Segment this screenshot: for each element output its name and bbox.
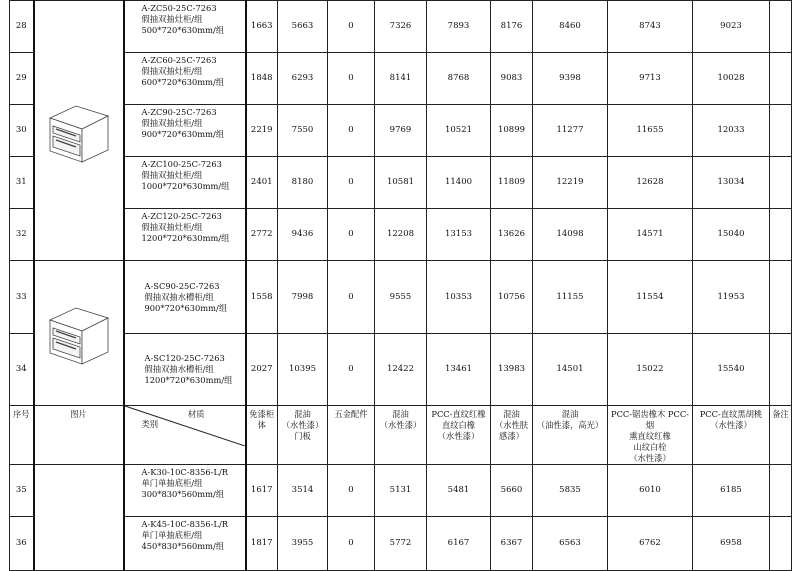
price-cell: 3955 <box>278 517 328 571</box>
price-cell: 7326 <box>375 1 427 53</box>
price-cell: 10395 <box>278 334 328 406</box>
price-cell: 8141 <box>375 53 427 105</box>
price-cell: 1817 <box>246 517 278 571</box>
note-cell <box>770 53 792 105</box>
table-row <box>10 209 792 261</box>
note-cell <box>770 1 792 53</box>
price-cell: 10581 <box>375 157 427 209</box>
price-cell: 9769 <box>375 105 427 157</box>
price-cell: 5772 <box>375 517 427 571</box>
price-cell: 11809 <box>491 157 533 209</box>
price-cell: 7998 <box>278 261 328 334</box>
price-cell: 10756 <box>491 261 533 334</box>
price-cell: 6958 <box>693 517 770 571</box>
price-cell: 5663 <box>278 1 328 53</box>
price-cell: 15022 <box>608 334 693 406</box>
price-cell: 13034 <box>693 157 770 209</box>
price-cell: 1848 <box>246 53 278 105</box>
table-body-upper <box>10 1 792 406</box>
price-cell: 11953 <box>693 261 770 334</box>
price-cell: 10028 <box>693 53 770 105</box>
price-cell: 14501 <box>533 334 608 406</box>
price-cell: 14571 <box>608 209 693 261</box>
price-cell: 13626 <box>491 209 533 261</box>
price-cell: 0 <box>328 261 375 334</box>
price-table <box>9 0 792 571</box>
header-image: 图片 <box>34 406 124 465</box>
cabinet-illustration-icon <box>42 298 116 368</box>
price-cell: 5131 <box>375 465 427 517</box>
price-cell: 0 <box>328 53 375 105</box>
product-image <box>34 1 124 261</box>
price-cell: 0 <box>328 105 375 157</box>
price-cell: 0 <box>328 517 375 571</box>
product-description: A-SC90-25C-7263 假抽双抽水槽柜/组 900*720*630mm/组 <box>124 261 246 334</box>
header-seq: 序号 <box>10 406 34 465</box>
row-seq: 29 <box>10 53 34 105</box>
price-cell: 2401 <box>246 157 278 209</box>
price-cell: 2219 <box>246 105 278 157</box>
table-row <box>10 334 792 406</box>
price-cell: 8743 <box>608 1 693 53</box>
header-material: 材质 <box>187 409 205 419</box>
price-cell: 0 <box>328 1 375 53</box>
header-pcc-walnut: PCC-直纹黑胡桃 （水性漆） <box>693 406 770 465</box>
product-description: A-SC120-25C-7263 假抽双抽水槽柜/组 1200*720*630mm/组 <box>124 334 246 406</box>
price-cell: 6167 <box>427 517 491 571</box>
price-cell: 2027 <box>246 334 278 406</box>
price-cell: 6185 <box>693 465 770 517</box>
price-cell: 12628 <box>608 157 693 209</box>
price-cell: 11554 <box>608 261 693 334</box>
header-pcc-mix: PCC-锯齿橡木 PCC-烟 熏直纹红橡 山纹白栓 （水性漆） <box>608 406 693 465</box>
price-cell: 5481 <box>427 465 491 517</box>
price-cell: 11277 <box>533 105 608 157</box>
row-seq: 34 <box>10 334 34 406</box>
price-cell: 7893 <box>427 1 491 53</box>
header-hunyou-door: 混油 （水性漆） 门板 <box>278 406 328 465</box>
cabinet-illustration-icon <box>42 96 116 166</box>
price-cell: 2772 <box>246 209 278 261</box>
price-cell: 8460 <box>533 1 608 53</box>
row-seq: 32 <box>10 209 34 261</box>
price-cell: 8768 <box>427 53 491 105</box>
price-cell: 0 <box>328 465 375 517</box>
row-seq: 36 <box>10 517 34 571</box>
price-cell: 12219 <box>533 157 608 209</box>
table-row <box>10 465 792 517</box>
price-cell: 10521 <box>427 105 491 157</box>
price-cell: 10899 <box>491 105 533 157</box>
price-cell: 11155 <box>533 261 608 334</box>
header-material-category <box>124 406 246 465</box>
price-cell: 9023 <box>693 1 770 53</box>
price-cell: 0 <box>328 334 375 406</box>
price-cell: 8176 <box>491 1 533 53</box>
price-cell: 15540 <box>693 334 770 406</box>
price-cell: 9083 <box>491 53 533 105</box>
header-hardware: 五金配件 <box>328 406 375 465</box>
price-cell: 3514 <box>278 465 328 517</box>
row-seq: 28 <box>10 1 34 53</box>
price-cell: 1558 <box>246 261 278 334</box>
price-cell: 6367 <box>491 517 533 571</box>
price-cell: 13153 <box>427 209 491 261</box>
price-cell: 12208 <box>375 209 427 261</box>
table-row <box>10 105 792 157</box>
price-cell: 1617 <box>246 465 278 517</box>
price-cell: 7550 <box>278 105 328 157</box>
table-body-lower <box>10 465 792 571</box>
note-cell <box>770 517 792 571</box>
table-header <box>10 406 792 465</box>
table-row <box>10 1 792 53</box>
price-cell: 9398 <box>533 53 608 105</box>
price-cell: 13461 <box>427 334 491 406</box>
table-row <box>10 53 792 105</box>
price-cell: 9713 <box>608 53 693 105</box>
header-hunyou-fugan: 混油 （水性肤 感漆） <box>491 406 533 465</box>
note-cell <box>770 209 792 261</box>
note-cell <box>770 157 792 209</box>
row-seq: 35 <box>10 465 34 517</box>
row-seq: 31 <box>10 157 34 209</box>
note-cell <box>770 465 792 517</box>
row-seq: 33 <box>10 261 34 334</box>
note-cell <box>770 334 792 406</box>
product-description: A-K45-10C-8356-L/R 单门单抽底柜/组 450*830*560mm/组 <box>124 517 246 571</box>
product-image <box>34 261 124 406</box>
price-cell: 10353 <box>427 261 491 334</box>
price-cell: 12422 <box>375 334 427 406</box>
price-cell: 6762 <box>608 517 693 571</box>
price-cell: 6010 <box>608 465 693 517</box>
header-row <box>10 406 792 465</box>
price-cell: 5835 <box>533 465 608 517</box>
product-description: A-ZC120-25C-7263 假抽双抽灶柜/组 1200*720*630mm/组 <box>124 209 246 261</box>
product-description: A-ZC100-25C-7263 假抽双抽灶柜/组 1000*720*630mm/组 <box>124 157 246 209</box>
price-cell: 6563 <box>533 517 608 571</box>
price-cell: 6293 <box>278 53 328 105</box>
note-cell <box>770 261 792 334</box>
price-cell: 11400 <box>427 157 491 209</box>
price-cell: 14098 <box>533 209 608 261</box>
product-description: A-ZC50-25C-7263 假抽双抽灶柜/组 500*720*630mm/组 <box>124 1 246 53</box>
price-cell: 13983 <box>491 334 533 406</box>
price-cell: 1663 <box>246 1 278 53</box>
header-note: 备注 <box>770 406 792 465</box>
price-cell: 0 <box>328 157 375 209</box>
price-cell: 0 <box>328 209 375 261</box>
price-cell: 8180 <box>278 157 328 209</box>
table-row <box>10 157 792 209</box>
price-cell: 9436 <box>278 209 328 261</box>
note-cell <box>770 105 792 157</box>
price-cell: 5660 <box>491 465 533 517</box>
row-seq: 30 <box>10 105 34 157</box>
product-image <box>34 465 124 571</box>
product-description: A-ZC60-25C-7263 假抽双抽灶柜/组 600*720*630mm/组 <box>124 53 246 105</box>
price-cell: 11655 <box>608 105 693 157</box>
header-hunyou-oil: 混油 （油性漆，高光） <box>533 406 608 465</box>
table-row <box>10 517 792 571</box>
header-pcc-zhiwen: PCC-直纹红橡 直纹白橡 （水性漆） <box>427 406 491 465</box>
table-row <box>10 261 792 334</box>
header-mianqi: 免漆柜 体 <box>246 406 278 465</box>
header-hunyou-water: 混油 （水性漆） <box>375 406 427 465</box>
product-description: A-K30-10C-8356-L/R 单门单抽底柜/组 300*830*560mm/组 <box>124 465 246 517</box>
product-description: A-ZC90-25C-7263 假抽双抽灶柜/组 900*720*630mm/组 <box>124 105 246 157</box>
header-category: 类别 <box>141 419 159 429</box>
price-cell: 9555 <box>375 261 427 334</box>
price-cell: 12033 <box>693 105 770 157</box>
price-cell: 15040 <box>693 209 770 261</box>
